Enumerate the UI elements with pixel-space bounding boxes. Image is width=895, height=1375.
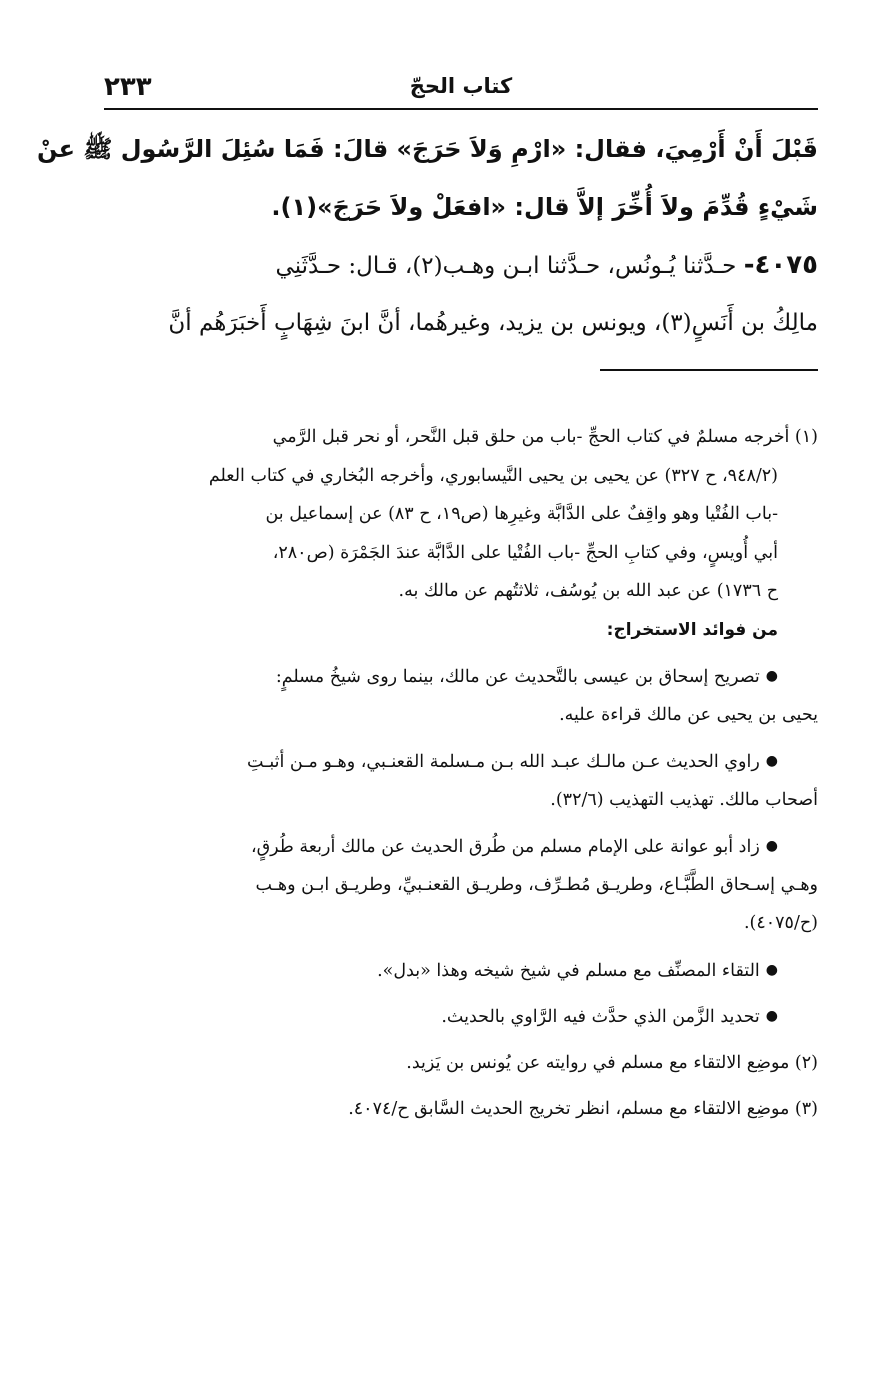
benefit-continuation: (ح/٤٠٧٥). bbox=[743, 913, 818, 933]
main-text-line: مالِكُ بن أَنَسٍ(٣)، ويونس بن يزيد، وغيرهُما، أنَّ ابنَ شِهَابٍ أَخبَرَهُم أنَّ bbox=[168, 310, 818, 336]
benefit-item: ●تحديد الزَّمن الذي حدَّث فيه الرَّاوي بالحديث. bbox=[104, 997, 818, 1036]
benefit-item: ●تصريح إسحاق بن عيسى بالتَّحديث عن مالك، بينما روى شيخُ مسلمٍ: bbox=[104, 657, 818, 696]
bullet-icon: ● bbox=[765, 1008, 778, 1024]
benefit-continuation: أصحاب مالك. تهذيب التهذيب (٣٢/٦). bbox=[550, 789, 818, 810]
main-text-line: شَيْءٍ قُدِّمَ ولاَ أُخِّرَ إلاَّ قال: «افعَلْ ولاَ حَرَجَ»(١). bbox=[271, 193, 818, 221]
benefit-item: ●التقاء المصنِّف مع مسلم في شيخ شيخه وهذا «بدل». bbox=[104, 951, 818, 990]
footnote-2: (٢) موضِع الالتقاء مع مسلم في روايته عن يُونس بن يَزيد. bbox=[406, 1052, 818, 1073]
benefits-heading: من فوائد الاستخراج: bbox=[606, 619, 778, 640]
footnotes bbox=[104, 418, 818, 1129]
footnote-1-line: (١) أخرجه مسلمٌ في كتاب الحجِّ -باب من حلق قبل النَّحر، أو نحر قبل الرَّمي bbox=[272, 427, 818, 447]
hadith-line bbox=[104, 238, 818, 296]
benefit-continuation: يحيى بن يحيى عن مالك قراءة عليه. bbox=[559, 704, 818, 725]
bullet-icon: ● bbox=[765, 838, 778, 854]
running-title: كتاب الحجّ bbox=[409, 74, 513, 98]
hadith-text: حـدَّثنا يُـونُس، حـدَّثنا ابـن وهـب(٢)، قـال: حـدَّثَنِي bbox=[275, 253, 744, 279]
benefit-continuation: وهـي إسـحاق الطَّبَّـاع، وطريـق مُطـرِّف، وطريـق القعنـبيِّ، وطريـق ابـن وهـب bbox=[255, 874, 818, 895]
main-text-line: قَبْلَ أَنْ أَرْمِيَ، فقال: «ارْمِ وَلاَ حَرَجَ» قالَ: فَمَا سُئِلَ الرَّسُول ﷺ عنْ bbox=[37, 135, 818, 163]
bullet-icon: ● bbox=[765, 668, 778, 684]
benefit-item: ●راوي الحديث عـن مالـك عبـد الله بـن مـسلمة القعنـبي، وهـو مـن أثبـتِ bbox=[104, 742, 818, 781]
bullet-icon: ● bbox=[765, 961, 778, 978]
benefit-item: ●زاد أبو عوانة على الإمام مسلم من طُرق الحديث عن مالك أربعة طُرقٍ، bbox=[104, 827, 818, 866]
footnote-1-line: (٩٤٨/٢، ح ٣٢٧) عن يحيى بن يحيى النَّيسابوري، وأخرجه البُخاري في كتاب العلم bbox=[208, 465, 778, 486]
page-header bbox=[104, 70, 818, 110]
bullet-icon: ● bbox=[765, 753, 778, 769]
footnote-1-line: أبي أُويسٍ، وفي كتابِ الحجِّ -باب الفُتْيا على الدَّابَّة عندَ الجَمْرَة (ص٢٨٠، bbox=[272, 542, 778, 563]
main-text bbox=[37, 122, 818, 354]
footnote-1-line: -باب الفُتْيا وهو واقِفٌ على الدَّابَّة وغيرِها (ص١٩، ح ٨٣) عن إسماعيل بن bbox=[265, 504, 778, 524]
footnote-separator bbox=[600, 369, 818, 371]
footnote-1-line: ح ١٧٣٦) عن عبد الله بن يُوسُف، ثلاثتُهم عن مالك به. bbox=[398, 581, 778, 601]
hadith-number: ٤٠٧٥- bbox=[743, 250, 818, 280]
footnote-3: (٣) موضِع الالتقاء مع مسلم، انظر تخريج الحديث السَّابق ح/٤٠٧٤. bbox=[348, 1099, 818, 1119]
page-number: ٢٣٣ bbox=[104, 72, 152, 102]
